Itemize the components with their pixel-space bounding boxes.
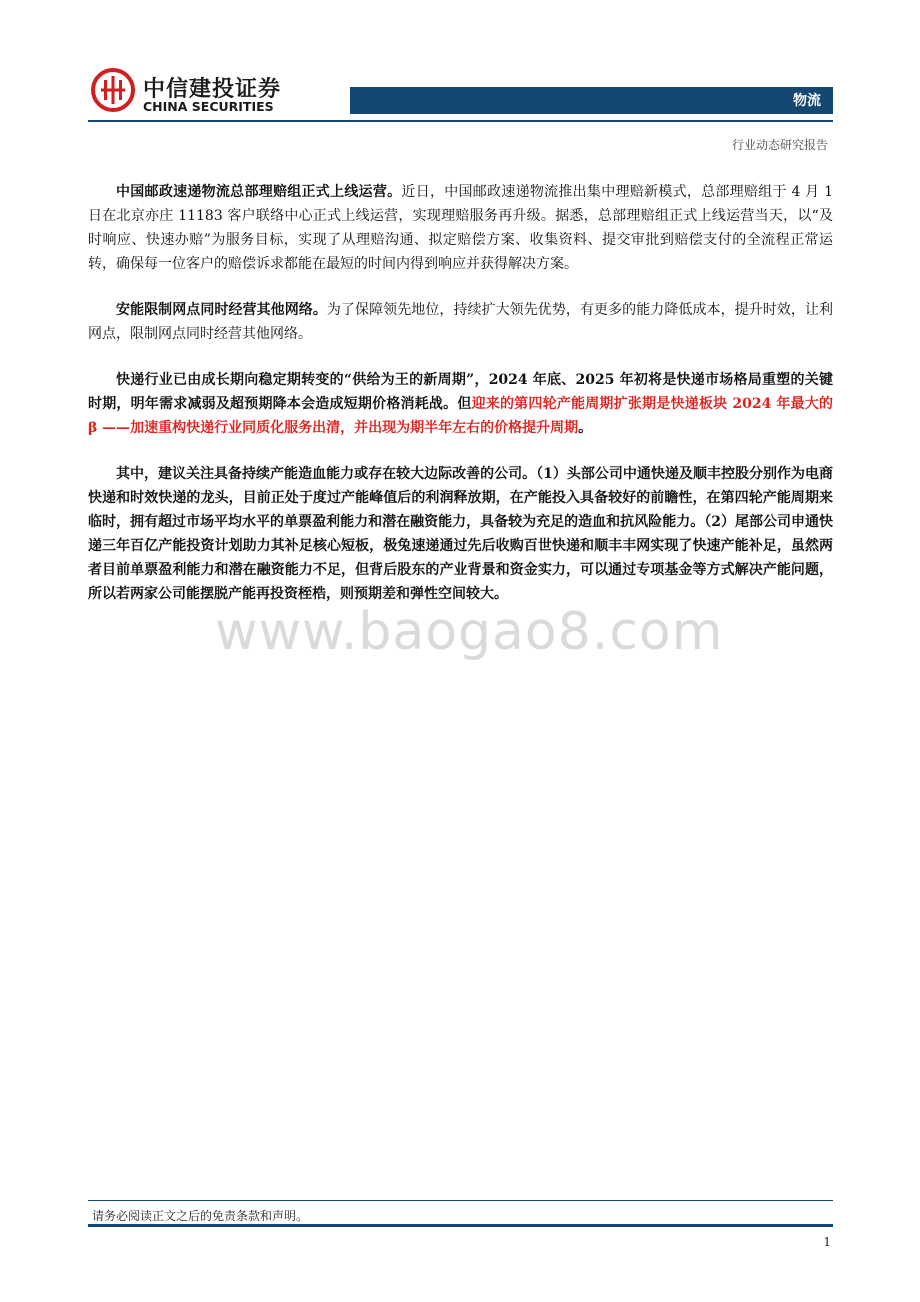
paragraph-industry-cycle [88, 368, 833, 440]
header-divider [88, 120, 833, 122]
footer-divider-bottom [88, 1224, 833, 1227]
highlighted-text: 迎来的第四轮产能周期扩张期是快递板块 2024 年最大的 β ——加速重构快递行业同质化服务出清，并出现为期半年左右的价格提升周期 [88, 396, 834, 436]
paragraph-aneng-network [88, 298, 833, 346]
report-header [88, 66, 833, 128]
paragraph-text: 快递行业已由成长期向稳定期转变的“供给为王的新周期”，2024 年底、2025 年初将是快递市场格局重塑的关键时期，明年需求减弱及超预期降本会造成短期价格消耗战。但 [88, 372, 833, 412]
citic-logo-icon [91, 68, 135, 112]
report-body [88, 180, 833, 628]
company-name-en: CHINA SECURITIES [143, 99, 274, 114]
report-type: 行业动态研究报告 [731, 138, 828, 152]
paragraph-lead: 中国邮政速递物流总部理赔组正式上线运营。 [116, 184, 402, 200]
industry-label: 物流 [793, 93, 821, 109]
paragraph-lead: 安能限制网点同时经营其他网络。 [116, 302, 327, 318]
paragraph-postal-claims [88, 180, 833, 276]
paragraph-body: 为了保障领先地位，持续扩大领先优势，有更多的能力降低成本，提升时效，让利网点，限制网点同时经营其他网络。 [88, 302, 834, 342]
watermark: www.baogao8.com [215, 602, 724, 662]
footer-divider-top [88, 1200, 833, 1201]
paragraph-tail: 。 [578, 420, 593, 436]
page-number: 1 [823, 1235, 831, 1249]
company-name-cn: 中信建投证券 [143, 77, 282, 102]
industry-banner [350, 87, 833, 114]
paragraph-text: 其中，建议关注具备持续产能造血能力或存在较大边际改善的公司。（1）头部公司中通快递及顺丰控股分别作为电商快递和时效快递的龙头，目前正处于度过产能峰值后的利润释放期，在产能投入具备较好的前瞻性，在第四轮产能周期来临时，拥有超过市场平均水平的单票盈利能力和潜在融资能力，具备较为充足的造血和抗风险能力。（2）尾部公司申通快递三年百亿产能投资计划助力其补足核心短板，极兔速递通过先后收购百世快递和顺丰丰网实现了快速产能补足，虽然两者目前单票盈利能力和潜在融资能力不足，但背后股东的产业背景和资金实力，可以通过专项基金等方式解决产能问题，所以若两家公司能摆脱产能再投资桎梏，则预期差和弹性空间较大。 [88, 466, 833, 602]
disclaimer-text: 请务必阅读正文之后的免责条款和声明。 [92, 1209, 309, 1223]
paragraph-recommendations [88, 462, 833, 606]
paragraph-body: 近日，中国邮政速递物流推出集中理赔新模式，总部理赔组于 4 月 1 日在北京亦庄 11183 客户联络中心正式上线运营，实现理赔服务再升级。据悉，总部理赔组正式上线运营当天，以“及时响应、快速办赔”为服务目标，实现了从理赔沟通、拟定赔偿方案、收集资料、提交审批到赔偿支付的全流程正常运转，确保每一位客户的赔偿诉求都能在最短的时间内得到响应并获得解决方案。 [88, 184, 833, 272]
